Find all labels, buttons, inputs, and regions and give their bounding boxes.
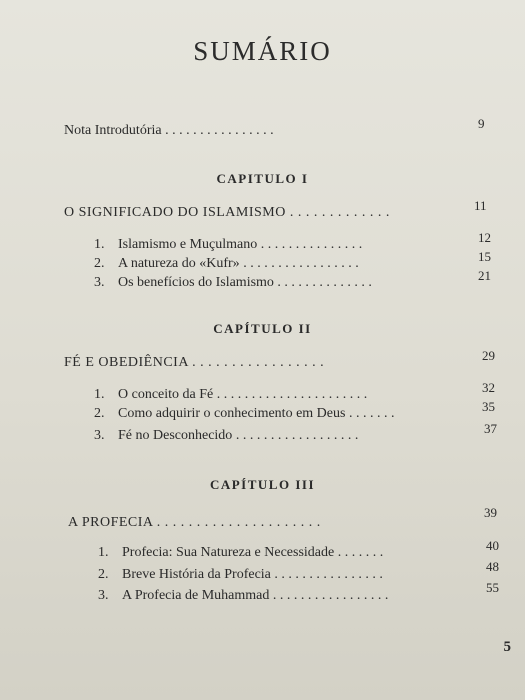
chapter-heading: CAPÍTULO III (209, 477, 316, 492)
toc-subentry-page: 40 (486, 538, 499, 553)
toc-subentry: 1. Islamismo e Muçulmano . . . . . . . . . . . . . . . (94, 237, 363, 252)
leader-dots: . . . . . . . (334, 545, 384, 560)
chapter-heading: CAPÍTULO II (213, 321, 312, 336)
section-page: 39 (484, 505, 497, 520)
leader-dots: . . . . . . . . . . . . . . . . . (192, 355, 325, 370)
toc-subentry: 2. Breve História da Profecia . . . . . . . . . . . . . . . . (98, 567, 383, 582)
section-title: O SIGNIFICADO DO ISLAMISMO . . . . . . . . . . . . . (64, 205, 390, 220)
leader-dots: . . . . . . . . . . . . . . . . . . . . . (156, 515, 321, 530)
toc-subentry-page: 55 (486, 580, 499, 595)
leader-dots: . . . . . . . . . . . . . . . . . . . . . . (213, 387, 368, 402)
leader-dots: . . . . . . . . . . . . . (289, 205, 390, 220)
toc-entry-page: 9 (478, 116, 485, 131)
leader-dots: . . . . . . . . . . . . . . . . (270, 567, 383, 582)
leader-dots: . . . . . . . . . . . . . . . . . . (232, 428, 359, 443)
toc-subentry: 2. Como adquirir o conhecimento em Deus . . . . . . . (94, 406, 395, 421)
section-title: FÉ E OBEDIÊNCIA . . . . . . . . . . . . . . . . . (64, 355, 325, 370)
toc-entry-nota (64, 123, 274, 139)
page-number: 5 (503, 639, 511, 655)
toc-subentry: 3. Fé no Desconhecido . . . . . . . . . . . . . . . . . . (94, 428, 359, 443)
toc-subentry: 1. O conceito da Fé . . . . . . . . . . . . . . . . . . . . . . (94, 387, 368, 402)
leader-dots: . . . . . . . . . . . . . . . . . (239, 256, 359, 271)
leader-dots: . . . . . . . . . . . . . . (273, 275, 372, 290)
leader-dots: . . . . . . . . . . . . . . . . (165, 123, 274, 138)
page-title: SUMÁRIO (193, 36, 332, 66)
section-page: 11 (474, 198, 487, 213)
section-page: 29 (482, 348, 495, 363)
toc-subentry-page: 35 (482, 399, 495, 414)
toc-subentry-page: 15 (478, 249, 491, 264)
toc-subentry: 1. Profecia: Sua Natureza e Necessidade . . . . . . . (98, 545, 384, 560)
leader-dots: . . . . . . . . . . . . . . . . . (269, 588, 389, 603)
leader-dots: . . . . . . . (345, 406, 395, 421)
toc-subentry-page: 32 (482, 380, 495, 395)
section-title: A PROFECIA . . . . . . . . . . . . . . . . . . . . . (68, 515, 321, 530)
toc-subentry-page: 37 (484, 421, 497, 436)
chapter-heading: CAPITULO I (216, 171, 309, 186)
toc-subentry: 2. A natureza do «Kufr» . . . . . . . . . . . . . . . . . (94, 256, 359, 271)
toc-subentry: 3. A Profecia de Muhammad . . . . . . . . . . . . . . . . . (98, 588, 389, 603)
leader-dots: . . . . . . . . . . . . . . . (257, 237, 363, 252)
toc-subentry: 3. Os benefícios do Islamismo . . . . . . . . . . . . . . (94, 275, 372, 290)
toc-entry-label: Nota Introdutória (64, 123, 162, 138)
toc-subentry-page: 48 (486, 559, 499, 574)
toc-subentry-page: 12 (478, 230, 491, 245)
toc-subentry-page: 21 (478, 268, 491, 283)
